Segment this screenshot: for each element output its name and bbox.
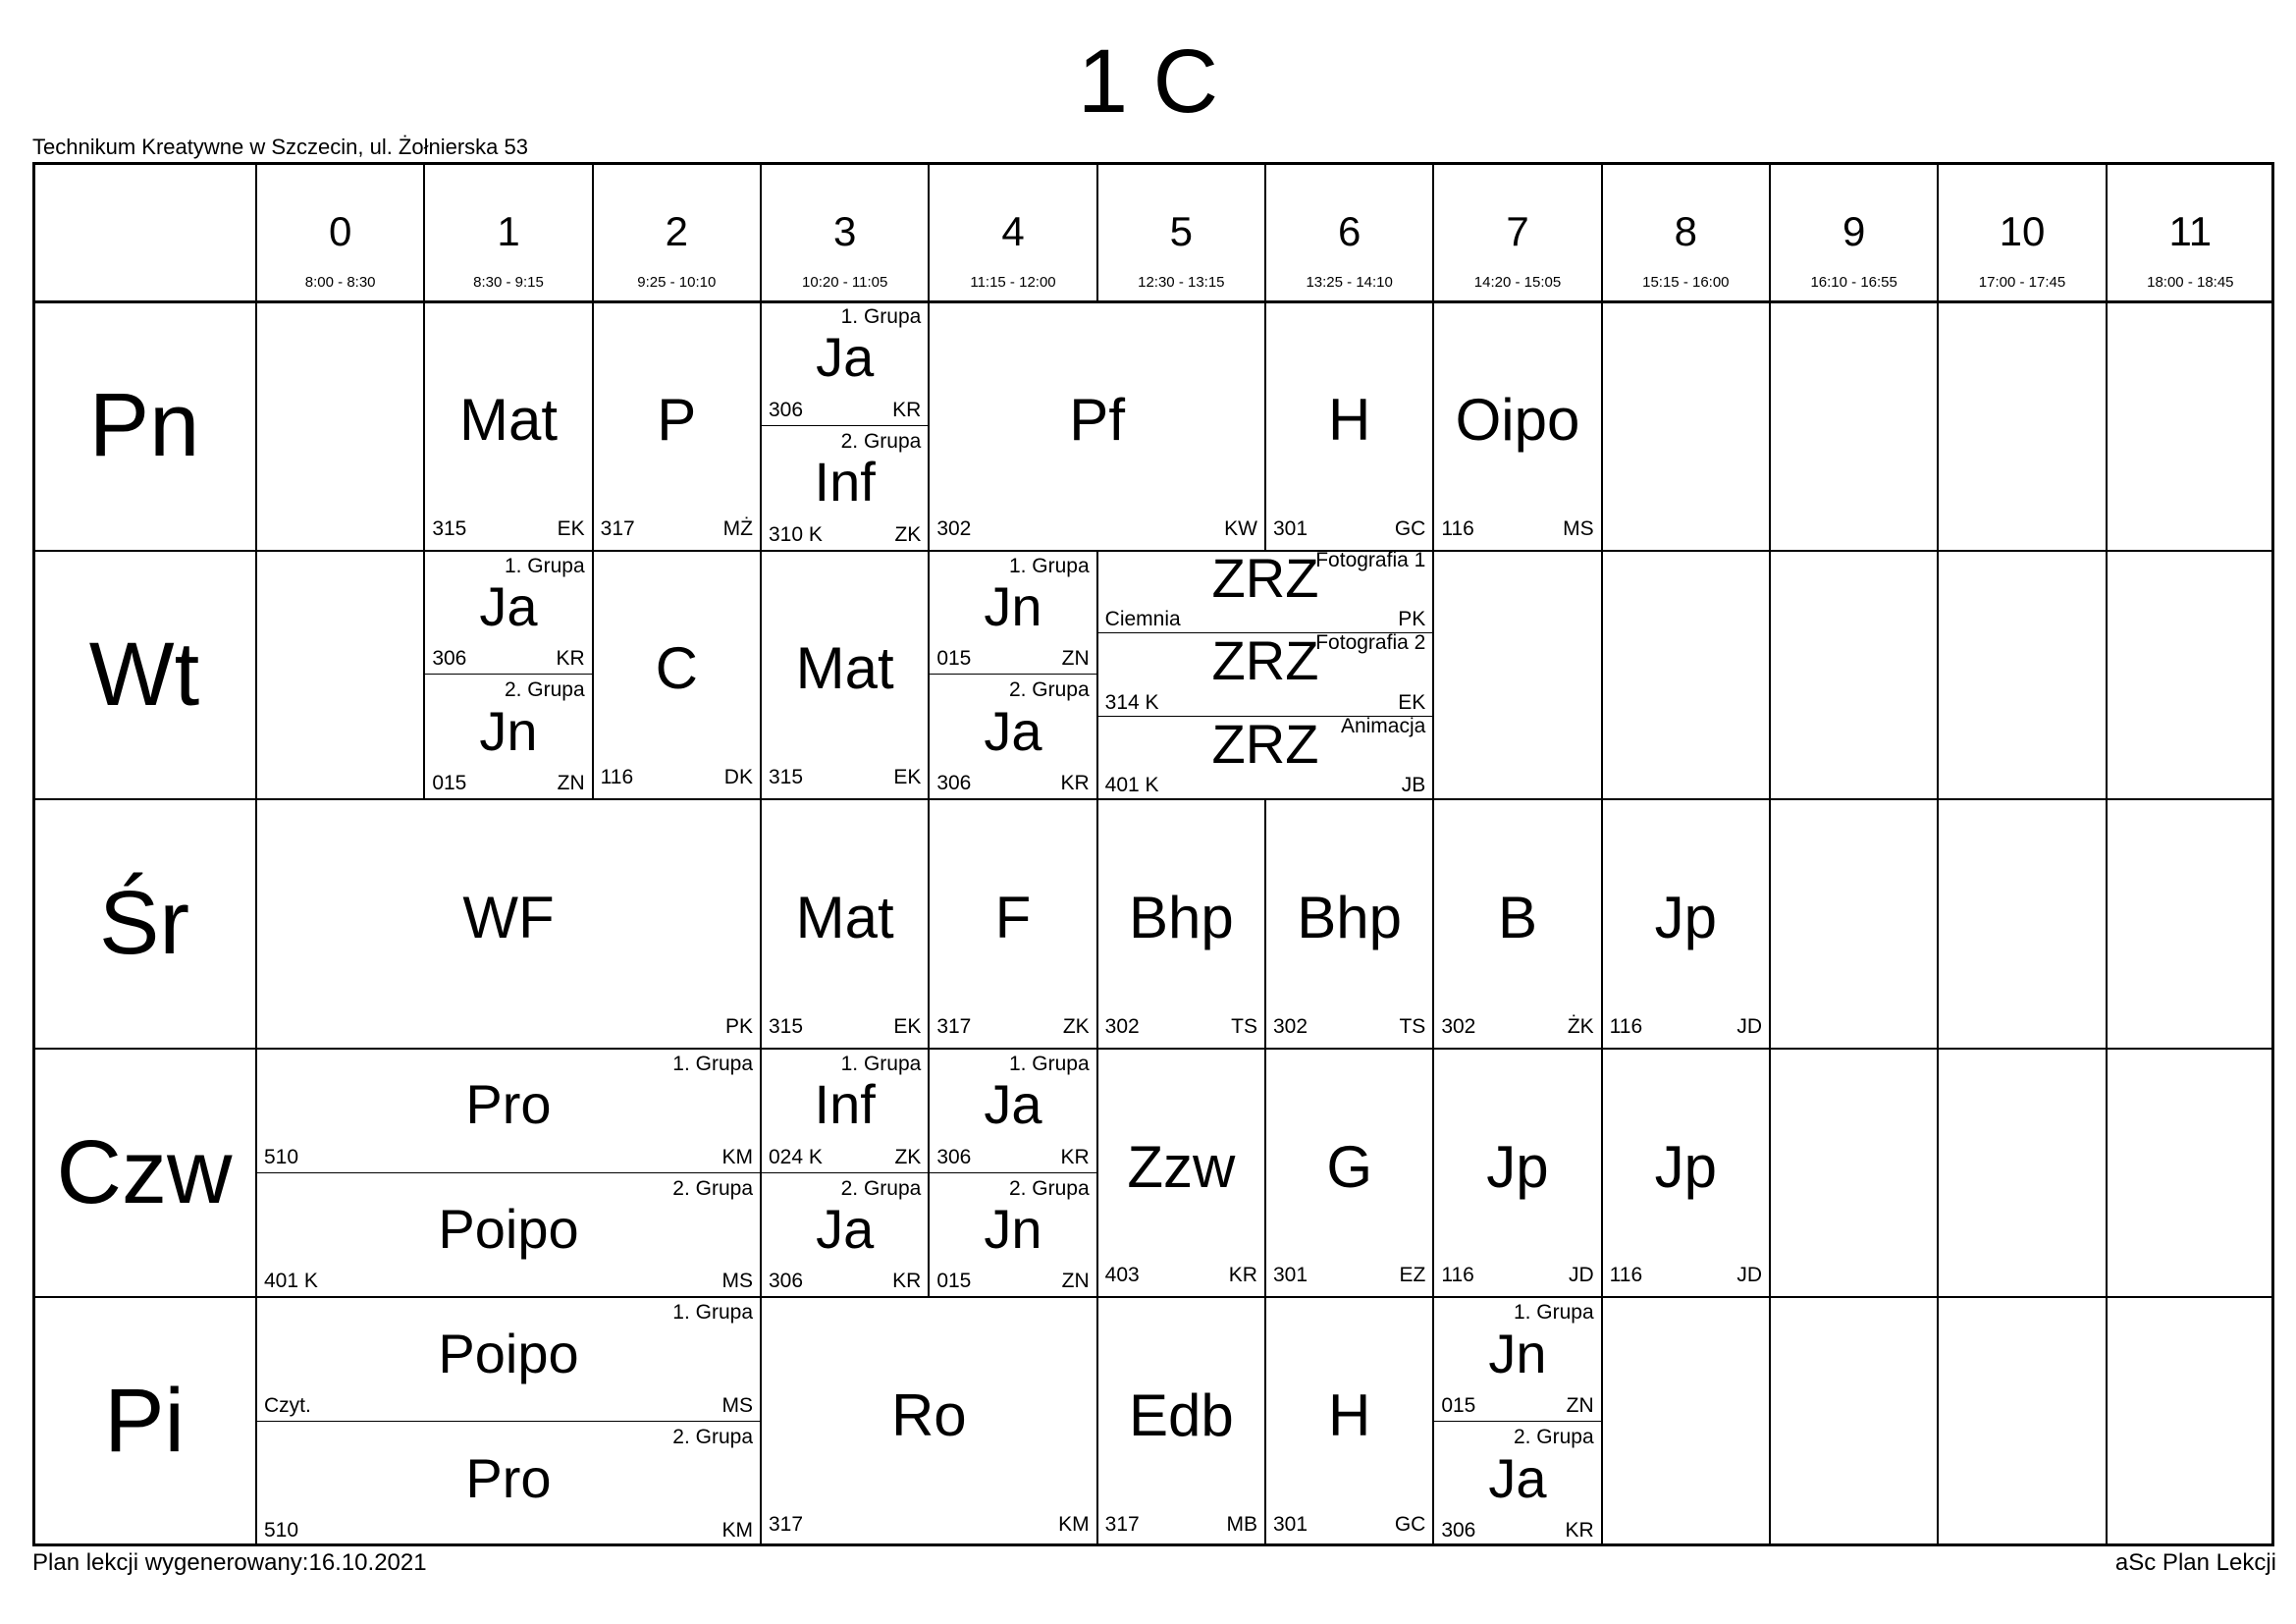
grid-line [2106,551,2108,800]
room-label: 116 [1441,1264,1474,1287]
subject-label: WF [462,884,555,950]
lesson-cell [424,675,592,799]
teacher-label: ŻK [1567,1014,1594,1038]
teacher-label: ZK [894,1145,922,1168]
subject-label: Edb [1128,1382,1234,1449]
timetable-title: 1 C [1077,31,1219,132]
lesson-cell [1433,799,1601,1049]
period-time: 16:10 - 16:55 [1810,274,1897,291]
group-label: 1. Grupa [1513,1301,1594,1325]
lesson-cell [1097,633,1434,717]
grid-line [1769,162,1771,301]
grid-line [2106,301,2108,551]
group-label: 2. Grupa [840,429,922,453]
room-label: 510 [264,1145,299,1168]
day-label: Pi [104,1371,185,1472]
teacher-label: PK [724,1014,753,1038]
teacher-label: EK [893,766,922,789]
room-label: 116 [600,766,634,789]
room-label: 306 [769,1270,804,1293]
lesson-cell [593,551,761,800]
lesson-cell [424,301,592,551]
lesson-cell [1433,301,1601,551]
subject-label: ZRZ [1211,716,1319,775]
period-number: 9 [1842,208,1866,254]
subject-label: Ja [984,1073,1042,1136]
lesson-cell [1265,1297,1433,1546]
lesson-cell [761,551,929,800]
teacher-label: TS [1399,1014,1426,1038]
teacher-label: JD [1568,1264,1594,1287]
room-label: 401 K [1104,774,1159,797]
slot-divider [1097,632,1434,633]
room-label: 306 [936,1145,972,1168]
room-label: 315 [769,766,804,789]
grid-line [1937,162,1939,301]
grid-line [1769,301,1771,551]
lesson-cell [1602,1049,1770,1298]
room-label: 302 [1104,1014,1140,1038]
subject-label: Bhp [1297,884,1403,950]
room-label: 015 [936,647,972,671]
period-number: 2 [665,208,688,254]
room-label: 302 [1273,1014,1308,1038]
lesson-cell [929,675,1096,799]
room-label: 301 [1273,516,1308,540]
slot-divider [929,1172,1096,1173]
subject-label: P [657,386,697,453]
teacher-label: KR [1565,1518,1594,1542]
teacher-label: JD [1736,1264,1762,1287]
grid-line [592,162,594,301]
room-label: 314 K [1104,690,1159,714]
subject-label: Bhp [1128,884,1234,950]
room-label: Czyt. [264,1394,311,1418]
grid-line [1769,551,1771,800]
room-label: 015 [1441,1394,1476,1418]
teacher-label: KM [721,1518,753,1542]
grid-line [2106,1297,2108,1546]
room-label: 301 [1273,1264,1308,1287]
grid-line [1096,162,1098,301]
lesson-cell [929,799,1096,1049]
teacher-label: EZ [1399,1264,1426,1287]
lesson-cell [1433,1049,1601,1298]
room-label: 024 K [769,1145,823,1168]
teacher-label: ZK [894,522,922,546]
subject-label: Jn [479,699,538,762]
period-time: 8:00 - 8:30 [304,274,376,291]
teacher-label: JD [1736,1014,1762,1038]
lesson-cell [929,551,1096,676]
teacher-label: EK [1398,690,1426,714]
subject-label: Pf [1069,386,1125,453]
teacher-label: KR [1060,772,1090,795]
subject-label: Pro [465,1073,552,1136]
grid-line [1937,1049,1939,1298]
period-number: 4 [1001,208,1025,254]
teacher-label: DK [723,766,753,789]
lesson-cell [256,1422,761,1546]
grid-line [1264,162,1266,301]
subject-label: Jp [1654,1133,1717,1200]
teacher-label: GC [1394,1512,1426,1536]
lesson-cell [1097,799,1265,1049]
subject-label: Mat [795,635,894,702]
subject-label: Ja [816,326,875,389]
group-label: 1. Grupa [840,1052,922,1075]
group-label: Fotografia 1 [1315,550,1426,571]
room-label: Ciemnia [1104,608,1181,631]
subject-label: Jn [984,574,1042,637]
grid-line [1769,1297,1771,1546]
subject-label: Mat [458,386,558,453]
teacher-label: KR [892,398,922,421]
period-time: 14:20 - 15:05 [1473,274,1562,291]
grid-line [1937,301,1939,551]
room-label: 116 [1609,1264,1643,1287]
lesson-cell [1433,1297,1601,1422]
teacher-label: MS [721,1394,753,1418]
lesson-cell [424,551,592,676]
lesson-cell [761,301,929,426]
room-label: 302 [936,516,972,540]
group-label: 2. Grupa [672,1176,753,1200]
subject-label: Jn [984,1197,1042,1260]
grid-line [32,162,35,1546]
grid-line [1601,162,1603,301]
lesson-cell [1097,1049,1265,1298]
period-time: 10:20 - 11:05 [802,274,888,291]
teacher-label: ZN [1061,647,1090,671]
teacher-label: TS [1231,1014,1257,1038]
slot-divider [929,674,1096,675]
room-label: 317 [1104,1512,1140,1536]
lesson-cell [1433,1422,1601,1546]
slot-divider [424,674,592,675]
grid-line [2106,799,2108,1049]
lesson-cell [761,426,929,551]
group-label: 1. Grupa [840,305,922,328]
room-label: 301 [1273,1512,1308,1536]
lesson-cell [256,1297,761,1422]
subject-label: B [1497,884,1537,950]
period-time: 13:25 - 14:10 [1306,274,1393,291]
subject-label: Poipo [438,1197,579,1260]
group-label: 1. Grupa [1008,554,1090,577]
teacher-label: KR [556,647,585,671]
day-label: Czw [56,1121,233,1222]
period-time: 9:25 - 10:10 [637,274,717,291]
lesson-cell [593,301,761,551]
subject-label: Ro [890,1382,967,1449]
slot-divider [761,425,929,426]
subject-label: G [1326,1133,1372,1200]
grid-line [1937,551,1939,800]
room-label: 310 K [769,522,823,546]
lesson-cell [256,1049,761,1173]
subject-label: Poipo [438,1322,579,1384]
grid-line [1601,551,1603,800]
group-label: Fotografia 2 [1315,633,1426,655]
slot-divider [256,1421,761,1422]
period-number: 1 [497,208,520,254]
period-time: 12:30 - 13:15 [1138,274,1225,291]
group-label: 2. Grupa [1513,1426,1594,1449]
period-time: 8:30 - 9:15 [473,274,544,291]
room-label: 317 [936,1014,972,1038]
grid-line [1432,162,1434,301]
subject-label: Jp [1654,884,1717,950]
lesson-cell [256,799,761,1049]
group-label: 2. Grupa [672,1426,753,1449]
room-label: 317 [769,1512,804,1536]
period-number: 10 [1999,208,2046,254]
room-label: 401 K [264,1270,318,1293]
teacher-label: KR [892,1270,922,1293]
group-label: Animacja [1340,716,1426,737]
teacher-label: JB [1401,774,1426,797]
teacher-label: ZN [557,772,585,795]
period-number: 0 [328,208,352,254]
grid-line [32,162,2274,165]
lesson-cell [929,301,1265,551]
room-label: 403 [1104,1264,1140,1287]
lesson-cell [761,1173,929,1298]
period-number: 6 [1337,208,1362,254]
day-label: Śr [99,873,189,974]
group-label: 2. Grupa [504,678,585,702]
group-label: 1. Grupa [504,554,585,577]
room-label: 306 [432,647,467,671]
period-number: 8 [1674,208,1697,254]
subject-label: Inf [814,451,876,514]
lesson-cell [256,1173,761,1298]
grid-line [1937,1297,1939,1546]
subject-label: F [994,884,1032,950]
period-number: 11 [2168,208,2213,254]
group-label: 1. Grupa [1008,1052,1090,1075]
grid-line [423,162,425,301]
subject-label: C [655,635,698,702]
subject-label: Ja [1488,1446,1547,1509]
subject-label: Oipo [1455,386,1580,453]
lesson-cell [1265,301,1433,551]
timetable-grid [32,162,2274,1546]
school-name: Technikum Kreatywne w Szczecin, ul. Żołnierska 53 [32,135,528,159]
teacher-label: EK [893,1014,922,1038]
lesson-cell [1265,1049,1433,1298]
lesson-cell [1097,551,1434,634]
grid-line [2106,162,2108,301]
room-label: 306 [936,772,972,795]
room-label: 317 [600,516,635,540]
room-label: 015 [432,772,467,795]
group-label: 1. Grupa [672,1052,753,1075]
teacher-label: MŻ [722,516,753,540]
grid-line [2271,162,2274,1546]
subject-label: Ja [984,699,1042,762]
slot-divider [1097,716,1434,717]
room-label: 510 [264,1518,299,1542]
lesson-cell [1097,717,1434,800]
room-label: 116 [1441,516,1474,540]
lesson-cell [761,1049,929,1173]
group-label: 1. Grupa [672,1301,753,1325]
teacher-label: KW [1224,516,1257,540]
teacher-label: ZN [1061,1270,1090,1293]
room-label: 306 [769,398,804,421]
grid-line [928,162,930,301]
teacher-label: PK [1398,608,1426,631]
lesson-cell [929,1173,1096,1298]
day-label: Pn [88,375,200,475]
group-label: 2. Grupa [1008,678,1090,702]
teacher-label: KM [721,1145,753,1168]
teacher-label: KM [1058,1512,1090,1536]
generated-date: Plan lekcji wygenerowany:16.10.2021 [32,1549,427,1576]
subject-label: Zzw [1127,1133,1236,1200]
subject-label: ZRZ [1211,633,1319,692]
grid-line [1937,799,1939,1049]
room-label: 306 [1441,1518,1476,1542]
room-label: 015 [936,1270,972,1293]
lesson-cell [929,1049,1096,1173]
subject-label: Inf [814,1073,876,1136]
slot-divider [1433,1421,1601,1422]
subject-label: Ja [816,1197,875,1260]
teacher-label: MS [721,1270,753,1293]
lesson-cell [761,1297,1097,1546]
teacher-label: KR [1228,1264,1257,1287]
subject-label: Jp [1486,1133,1549,1200]
teacher-label: GC [1394,516,1426,540]
day-label: Wt [88,623,200,725]
lesson-cell [1265,799,1433,1049]
teacher-label: MB [1226,1512,1257,1536]
period-time: 17:00 - 17:45 [1978,274,2066,291]
lesson-cell [1602,799,1770,1049]
room-label: 116 [1609,1014,1643,1038]
teacher-label: MS [1563,516,1594,540]
room-label: 315 [769,1014,804,1038]
subject-label: ZRZ [1211,550,1319,609]
lesson-cell [761,799,929,1049]
subject-label: Mat [795,884,894,950]
app-credit: aSc Plan Lekcji [2114,1549,2276,1576]
subject-label: Jn [1488,1322,1547,1384]
teacher-label: ZN [1566,1394,1594,1418]
teacher-label: ZK [1062,1014,1090,1038]
period-time: 15:15 - 16:00 [1642,274,1730,291]
subject-label: Ja [479,574,538,637]
period-time: 11:15 - 12:00 [970,274,1056,291]
slot-divider [761,1172,929,1173]
teacher-label: EK [557,516,585,540]
subject-label: H [1327,1382,1371,1449]
grid-line [760,162,762,301]
period-number: 5 [1169,208,1193,254]
lesson-cell [1097,1297,1265,1546]
grid-line [2106,1049,2108,1298]
period-number: 3 [832,208,857,254]
group-label: 2. Grupa [1008,1176,1090,1200]
slot-divider [256,1172,761,1173]
period-time: 18:00 - 18:45 [2147,274,2234,291]
subject-label: Pro [465,1446,552,1509]
room-label: 302 [1441,1014,1476,1038]
room-label: 315 [432,516,467,540]
teacher-label: KR [1060,1145,1090,1168]
group-label: 2. Grupa [840,1176,922,1200]
period-number: 7 [1506,208,1529,254]
subject-label: H [1327,386,1371,453]
